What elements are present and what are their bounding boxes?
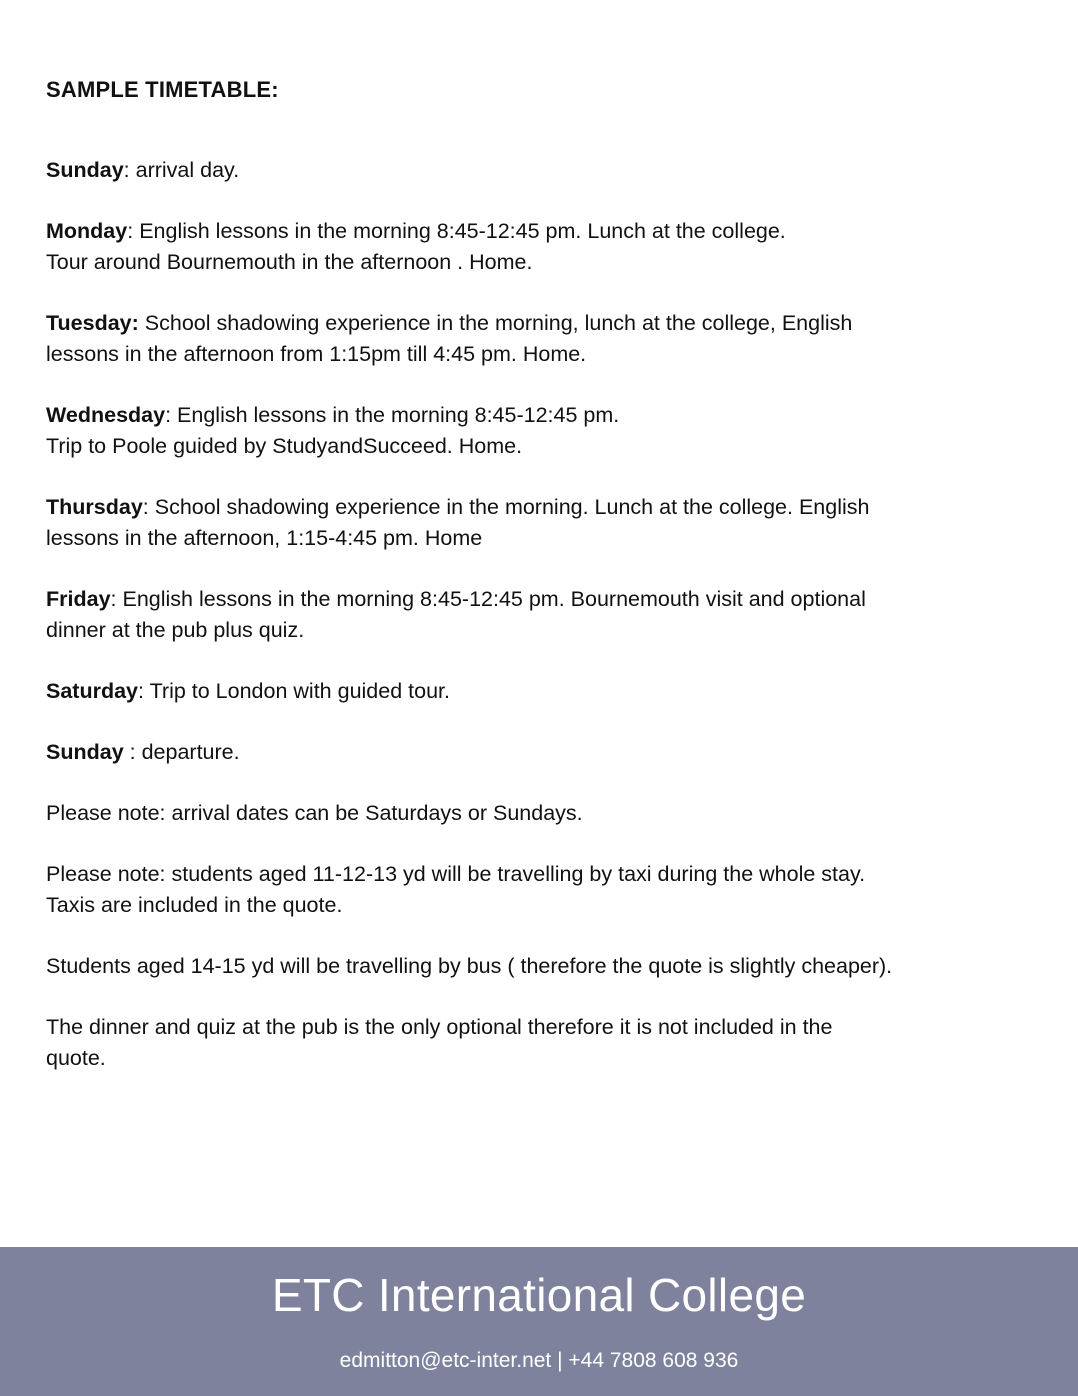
day-entry-wednesday: Wednesday: English lessons in the morning 8:45-12:45 pm. Trip to Poole guided by StudyandSucceed. Home. xyxy=(46,400,1036,462)
day-name: Monday xyxy=(46,219,128,243)
day-name: Sunday xyxy=(46,740,124,764)
timetable-heading: SAMPLE TIMETABLE: xyxy=(46,77,279,102)
day-entry-sunday-arrival: Sunday: arrival day. xyxy=(46,158,240,182)
day-name: Tuesday: xyxy=(46,311,139,335)
day-text: departure. xyxy=(141,740,240,764)
contact-info: edmitton@etc-inter.net | +44 7808 608 936 xyxy=(339,1349,739,1372)
note-optional-dinner: The dinner and quiz at the pub is the only optional therefore it is not included in the quote. xyxy=(46,1015,833,1070)
day-name: Saturday xyxy=(46,679,139,703)
day-entry-monday: Monday: English lessons in the morning 8:45-12:45 pm. Lunch at the college. Tour around Bournemouth in the afternoon . Home. xyxy=(46,216,1036,278)
day-name: Friday xyxy=(46,587,111,611)
day-text: English lessons in the morning 8:45-12:45 pm. Lunch at the college. xyxy=(139,219,786,243)
day-text: School shadowing experience in the morning, lunch at the college, English xyxy=(144,311,853,335)
day-text: English lessons in the morning 8:45-12:45 pm. Bournemouth visit and optional xyxy=(122,587,866,611)
note-taxi: Please note: students aged 11-12-13 yd will be travelling by taxi during the whole stay. Taxis are included in the quote. xyxy=(46,862,866,917)
day-text: lessons in the afternoon from 1:15pm till 4:45 pm. Home. xyxy=(46,342,587,366)
day-text: Tour around Bournemouth in the afternoon . Home. xyxy=(46,250,533,274)
note-bus: Students aged 14-15 yd will be travelling by bus ( therefore the quote is slightly cheaper). xyxy=(46,954,893,978)
day-entry-friday: Friday: English lessons in the morning 8:45-12:45 pm. Bournemouth visit and optional dinner at the pub plus quiz. xyxy=(46,584,1036,646)
day-name: Thursday xyxy=(46,495,143,519)
college-name: ETC International College xyxy=(271,1269,807,1321)
day-entry-thursday: Thursday: School shadowing experience in the morning. Lunch at the college. English lessons in the afternoon, 1:15-4:45 pm. Home xyxy=(46,492,1036,554)
day-text: Trip to London with guided tour. xyxy=(149,679,450,703)
footer-banner xyxy=(0,1247,1078,1396)
day-text: Trip to Poole guided by StudyandSucceed. Home. xyxy=(46,434,523,458)
day-name: Wednesday xyxy=(46,403,166,427)
day-text: School shadowing experience in the morning. Lunch at the college. English xyxy=(154,495,870,519)
timetable-content xyxy=(46,74,1036,1104)
day-entry-sunday-departure: Sunday : departure. xyxy=(46,740,240,764)
day-text: English lessons in the morning 8:45-12:45 pm. xyxy=(177,403,620,427)
day-text: lessons in the afternoon, 1:15-4:45 pm. Home xyxy=(46,526,483,550)
note-arrival-dates: Please note: arrival dates can be Saturdays or Sundays. xyxy=(46,801,583,825)
day-name: Sunday xyxy=(46,158,124,182)
day-text: arrival day. xyxy=(135,158,240,182)
day-entry-tuesday xyxy=(46,308,1036,370)
day-text: dinner at the pub plus quiz. xyxy=(46,618,305,642)
day-entry-saturday: Saturday: Trip to London with guided tour. xyxy=(46,679,450,703)
